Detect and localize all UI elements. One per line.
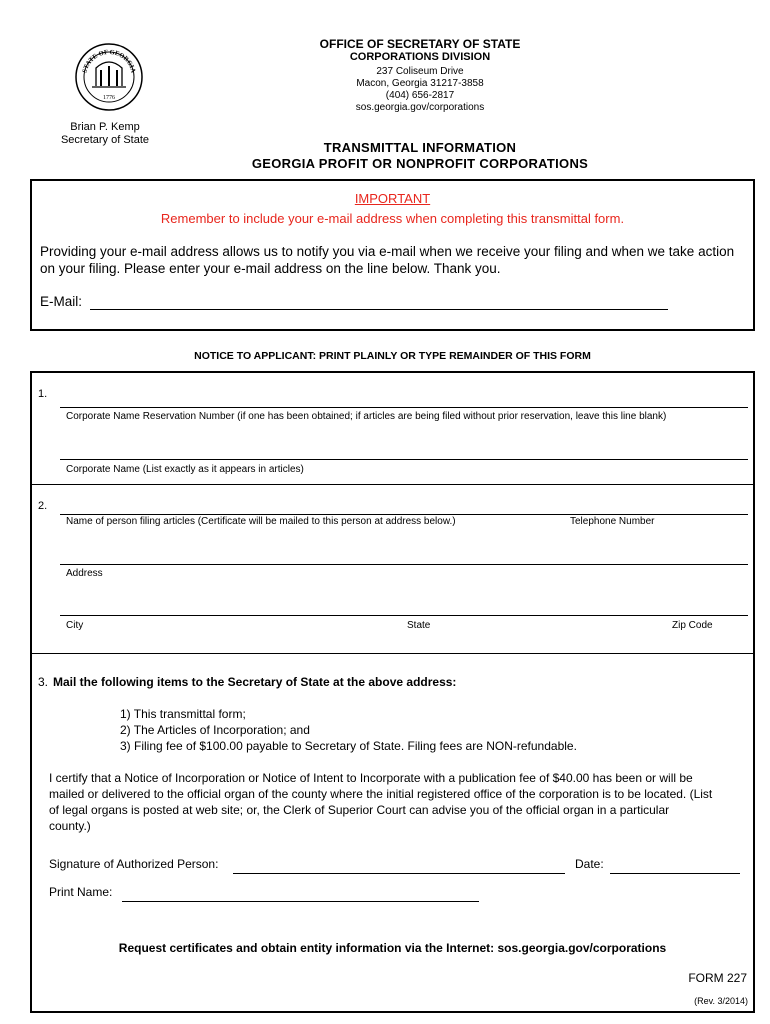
email-explanation: Providing your e-mail address allows us to notify you via e-mail when we receive your filing and when we take action on your filing. Please enter your e-mail address on the line below. Thank you. <box>40 244 735 276</box>
revision-date: (Rev. 3/2014) <box>694 996 748 1006</box>
secretary-name: Brian P. Kemp <box>70 121 140 133</box>
georgia-state-seal <box>74 42 144 112</box>
email-input[interactable] <box>90 309 668 310</box>
section-3-number: 3. <box>38 675 49 689</box>
telephone-label: Telephone Number <box>570 516 655 527</box>
form-title-line-1: TRANSMITTAL INFORMATION <box>323 140 517 155</box>
notice-to-applicant: NOTICE TO APPLICANT: PRINT PLAINLY OR TYPE REMAINDER OF THIS FORM <box>194 350 591 362</box>
form-title-line-2: GEORGIA PROFIT OR NONPROFIT CORPORATIONS <box>251 156 589 171</box>
important-box <box>30 179 755 331</box>
form-number: FORM 227 <box>688 971 747 985</box>
office-address-block <box>240 38 600 114</box>
filer-name-label: Name of person filing articles (Certificate will be mailed to this person at address below.) <box>66 516 456 527</box>
corporate-name-input[interactable] <box>60 459 748 460</box>
online-services-note: Request certificates and obtain entity information via the Internet: sos.georgia.gov/corporations <box>118 941 667 955</box>
zip-code-label: Zip Code <box>672 620 713 631</box>
list-item: 3) Filing fee of $100.00 payable to Secretary of State. Filing fees are NON-refundable. <box>120 739 577 753</box>
mail-items-list <box>120 706 577 754</box>
list-item: 1) This transmittal form; <box>120 707 246 721</box>
address-line-2: Macon, Georgia 31217-3858 <box>356 78 484 89</box>
office-phone: (404) 656-2817 <box>385 90 455 101</box>
filer-name-input[interactable] <box>60 514 748 515</box>
email-label: E-Mail: <box>40 294 83 309</box>
seal-title: STATE OF GEORGIA <box>81 48 137 74</box>
section-2-number: 2. <box>38 500 48 512</box>
important-reminder: Remember to include your e-mail address when completing this transmittal form. <box>160 211 625 226</box>
corporate-name-label: Corporate Name (List exactly as it appears in articles) <box>66 464 304 475</box>
print-name-input[interactable] <box>122 901 479 902</box>
secretary-block <box>40 121 170 147</box>
date-input[interactable] <box>610 873 740 874</box>
certification-text: I certify that a Notice of Incorporation or Notice of Intent to Incorporate with a publication fee of $40.00 has been or will be mailed or delivered to the official organ of the county where the initial registered office of the corporation is to be located. (List of legal organs is posted at web site; or, the Clerk of Superior Court can advise you of the official organ in a particular county.) <box>49 771 713 833</box>
mail-items-heading: Mail the following items to the Secretary of State at the above address: <box>53 675 457 689</box>
division-name: CORPORATIONS DIVISION <box>349 51 491 63</box>
form-main-box <box>30 371 755 1013</box>
seal-year: 1776 <box>103 95 115 101</box>
signature-input[interactable] <box>233 873 565 874</box>
city-label: City <box>66 620 84 631</box>
list-item: 2) The Articles of Incorporation; and <box>120 723 310 737</box>
address-line-1: 237 Coliseum Drive <box>376 66 464 77</box>
section-1-number: 1. <box>38 388 48 400</box>
state-label: State <box>407 620 431 631</box>
section-divider <box>32 484 753 485</box>
address-input[interactable] <box>60 564 748 565</box>
office-name: OFFICE OF SECRETARY OF STATE <box>319 37 521 51</box>
signature-label: Signature of Authorized Person: <box>49 857 219 871</box>
print-name-label: Print Name: <box>49 885 113 899</box>
form-title <box>200 140 640 172</box>
city-state-zip-input[interactable] <box>60 615 748 616</box>
address-label: Address <box>66 568 103 579</box>
secretary-title: Secretary of State <box>60 134 150 146</box>
important-heading: IMPORTANT <box>354 191 431 206</box>
date-label: Date: <box>575 857 604 871</box>
reservation-number-label: Corporate Name Reservation Number (if one has been obtained; if articles are being filed without prior reservation, leave this line blank) <box>66 411 667 422</box>
office-website: sos.georgia.gov/corporations <box>355 102 485 113</box>
section-divider <box>32 653 753 654</box>
reservation-number-input[interactable] <box>60 407 748 408</box>
